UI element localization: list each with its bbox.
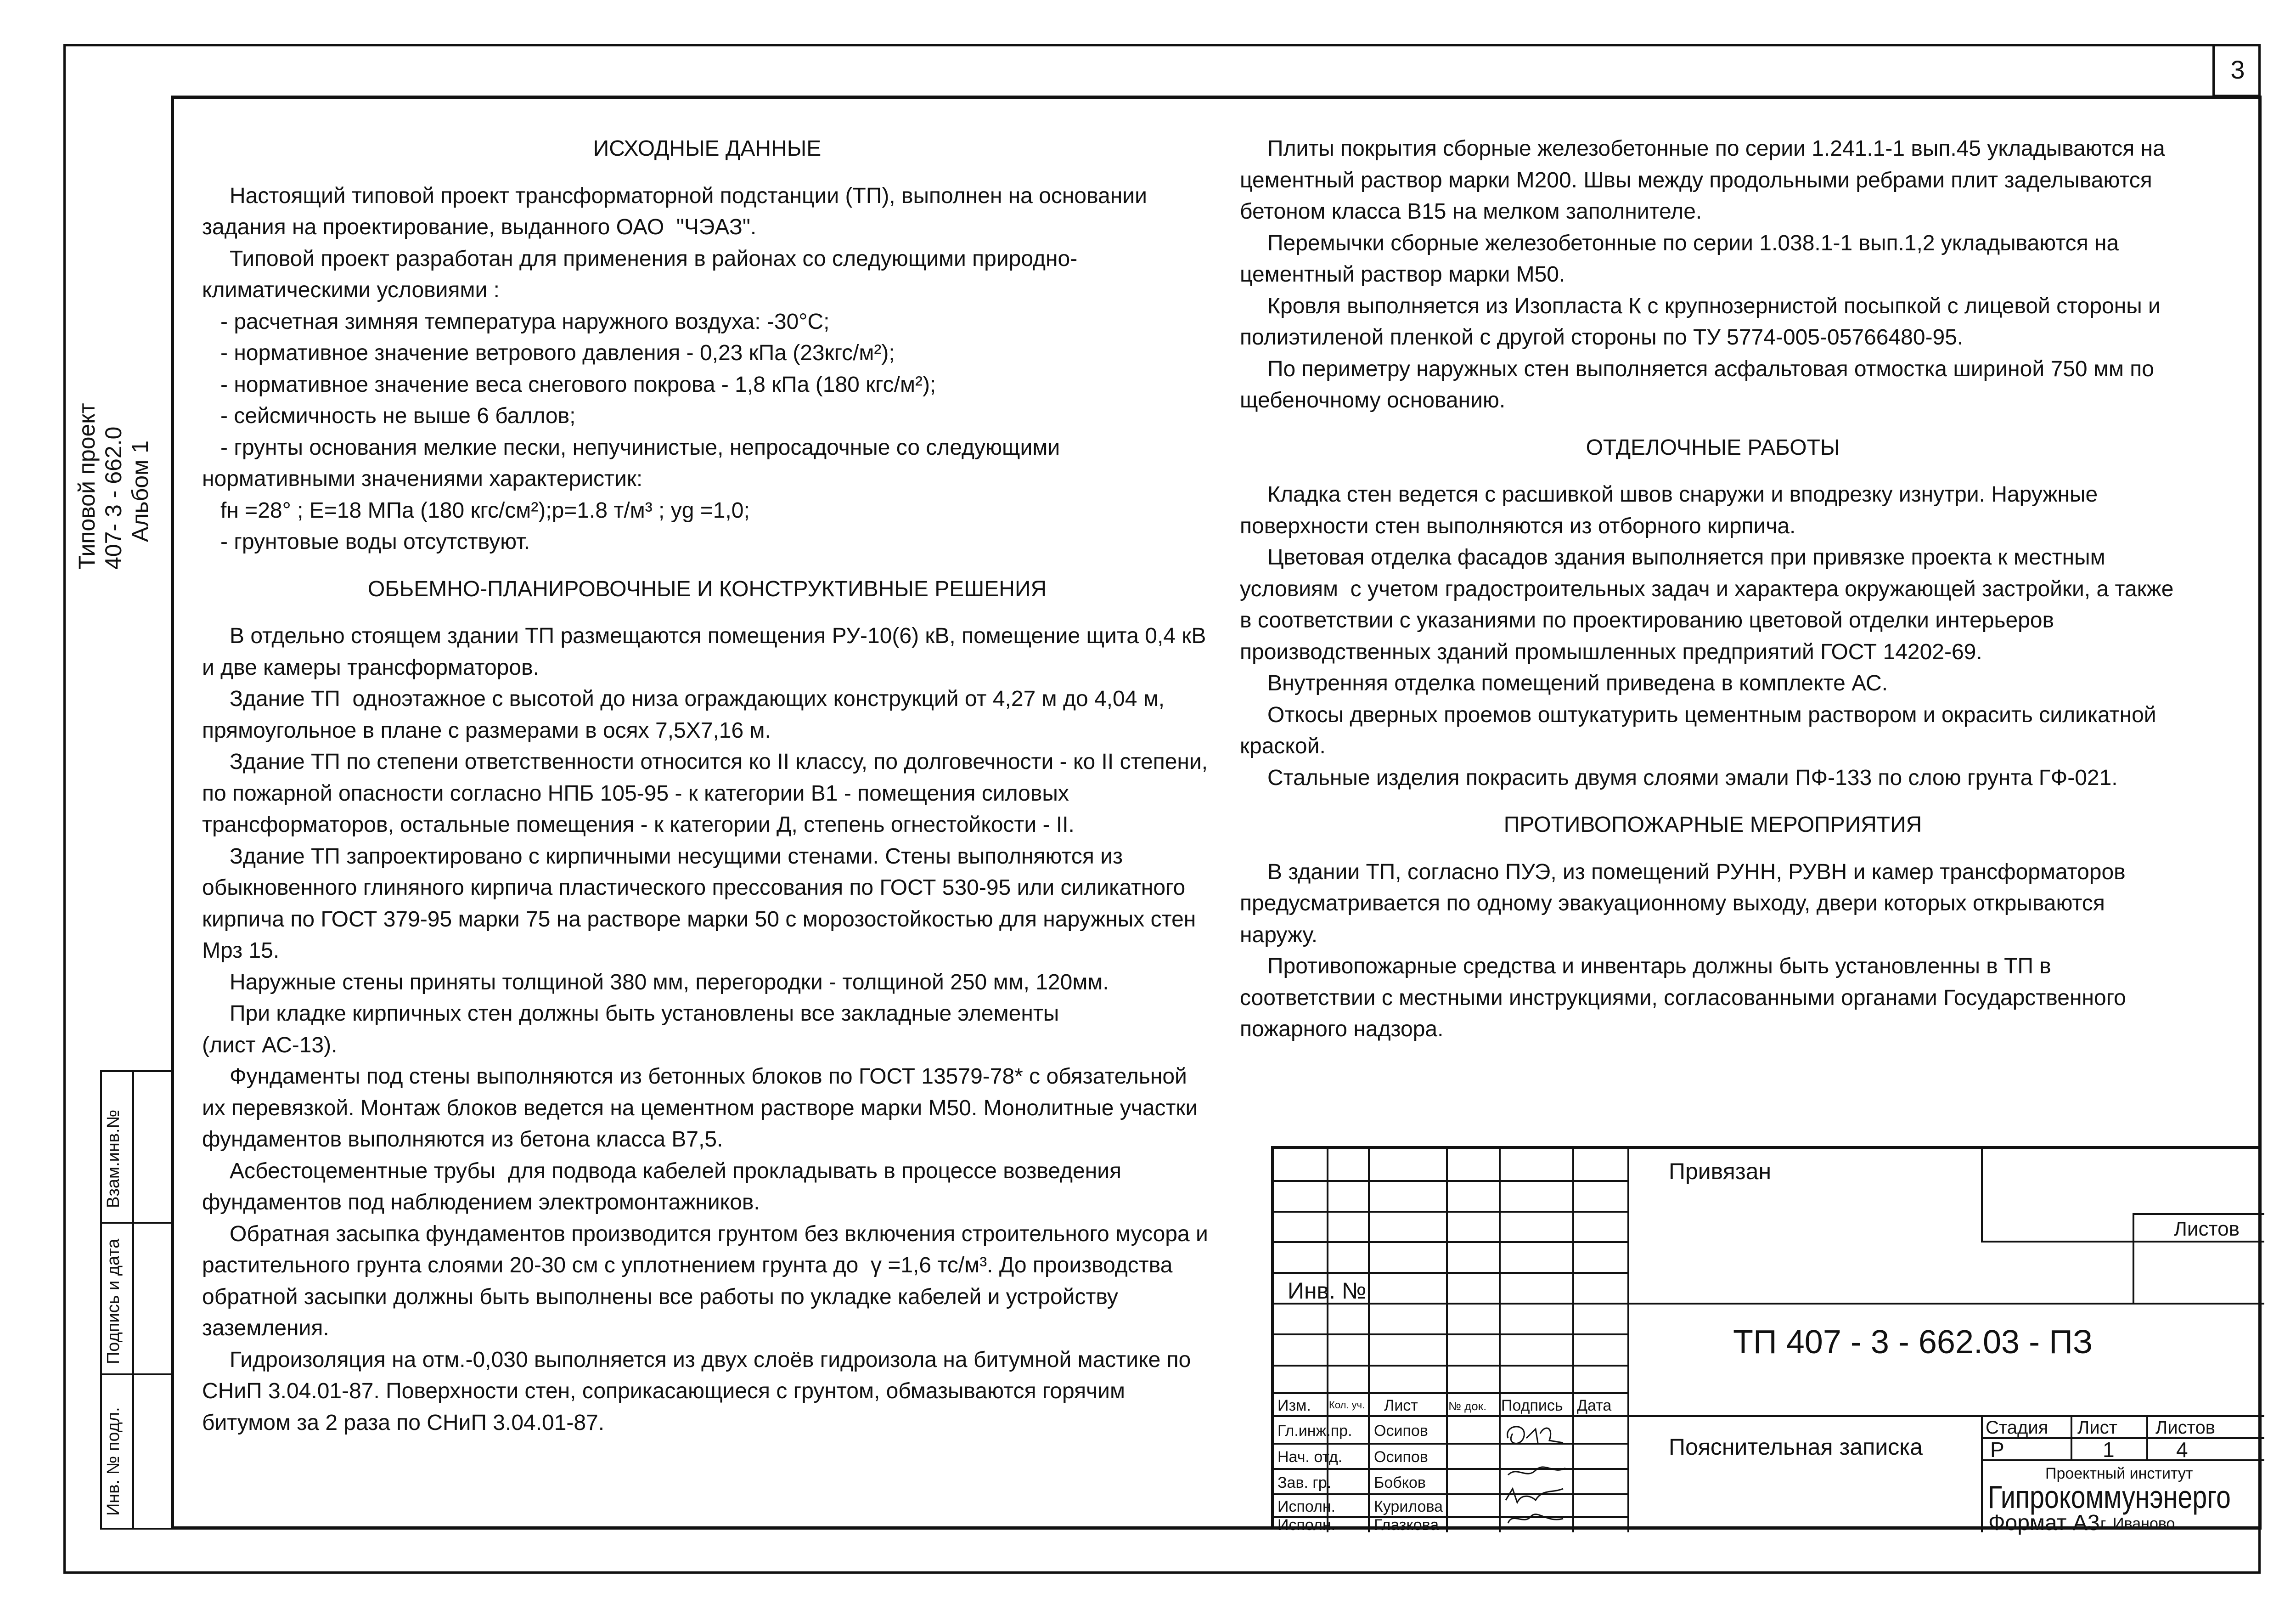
format-label: Формат А3: [1988, 1511, 2100, 1535]
section-heading: ИСХОДНЫЕ ДАННЫЕ: [593, 136, 822, 161]
role-label: Исполн.: [1277, 1516, 1336, 1534]
paragraph: нормативными значениями характеристик:: [202, 467, 643, 491]
role-name: Глазкова: [1374, 1516, 1439, 1534]
list-item: - расчетная зимняя температура наружного воздуха: -30°С;: [220, 309, 830, 334]
stadiya-label: Стадия: [1986, 1418, 2048, 1438]
city: г. Иваново: [2100, 1515, 2175, 1532]
side-stamp-line: Альбом 1: [127, 440, 153, 542]
privyazan-label: Привязан: [1669, 1158, 1772, 1184]
list-label: Лист: [2077, 1418, 2117, 1438]
role-name: Осипов: [1374, 1448, 1428, 1466]
right-text-column: [1240, 133, 2186, 1045]
listov-value: 4: [2176, 1438, 2188, 1462]
inv-no-label: Инв. №: [1288, 1278, 1367, 1304]
institute-label: Проектный институт: [2045, 1465, 2193, 1482]
list-item: fн =28° ; Е=18 МПа (180 кгс/см²);р=1.8 т/м³ ; yg =1,0;: [220, 498, 750, 523]
paragraph: Фундаменты под стены выполняются из бетонных блоков по ГОСТ 13579-78* с обязательной их перевязкой. Монтаж блоков ведется на цементном растворе марки М50. Монолитные участки фундаментов выполняются из бетона класса В7,5.: [202, 1064, 1204, 1152]
listov-label: Листов: [2155, 1418, 2215, 1438]
list-item: - нормативное значение ветрового давления - 0,23 кПа (23кгс/м²);: [220, 341, 895, 365]
paragraph: Плиты покрытия сборные железобетонные по серии 1.241.1-1 вып.45 укладываются на цементный раствор марки М200. Швы между продольными ребрами плит заделываются бетоном класса В15 на мелком заполнителе.: [1240, 136, 2172, 224]
col-header-izm: Изм.: [1277, 1397, 1311, 1414]
document-designation: ТП 407 - 3 - 662.03 - ПЗ: [1733, 1324, 2093, 1361]
paragraph: Внутренняя отделка помещений приведена в комплекте АС.: [1267, 671, 1888, 695]
role-name: Осипов: [1374, 1422, 1428, 1440]
paragraph: Асбестоцементные трубы для подвода кабелей прокладывать в процессе возведения фундаментов под наблюдением электромонтажников.: [202, 1158, 1128, 1214]
listov-top-label: Листов: [2174, 1218, 2240, 1240]
side-stamp: [73, 331, 188, 570]
col-header-data: Дата: [1577, 1397, 1612, 1414]
col-header-list: Лист: [1384, 1397, 1418, 1414]
paragraph: (лист АС-13).: [202, 1033, 338, 1057]
list-value: 1: [2103, 1438, 2115, 1462]
section-heading: ОТДЕЛОЧНЫЕ РАБОТЫ: [1586, 435, 1840, 460]
paragraph: Здание ТП одноэтажное с высотой до низа ограждающих конструкций от 4,27 м до 4,04 м, прямоугольное в плане с размерами в осях 7,5Х7,16 м.: [202, 687, 1171, 743]
paragraph: Здание ТП по степени ответственности относится ко II классу, по долговечности - ко II степени, по пожарной опасности согласно НПБ 105-95 - к категории В1 - помещения силовых трансформаторов, остальные помещения - к категории Д, степень огнестойкости - II.: [202, 750, 1214, 837]
side-stamp-line: 407- 3 - 662.0: [101, 426, 126, 570]
role-name: Бобков: [1374, 1474, 1426, 1491]
margin-label-podpis: Подпись и дата: [104, 1238, 123, 1364]
institute-name: Гипрокоммунэнерго: [1988, 1479, 2231, 1515]
stadiya-value: Р: [1990, 1438, 2004, 1462]
list-item: - нормативное значение веса снегового покрова - 1,8 кПа (180 кгс/м²);: [220, 372, 936, 397]
margin-label-vzam: Взам.инв.№: [104, 1109, 123, 1208]
paragraph: Стальные изделия покрасить двумя слоями эмали ПФ-133 по слою грунта ГФ-021.: [1267, 765, 2118, 790]
list-item: - грунтовые воды отсутствуют.: [220, 530, 530, 554]
role-label: Гл.инж.пр.: [1277, 1422, 1352, 1440]
list-item: - грунты основания мелкие пески, непучинистые, непросадочные со следующими: [220, 435, 1060, 460]
col-header-n-dok: № док.: [1448, 1399, 1487, 1413]
title-block: [1271, 1146, 2262, 1534]
role-name: Курилова: [1374, 1498, 1443, 1515]
paragraph: Кровля выполняется из Изопласта К с крупнозернистой посыпкой с лицевой стороны и полиэтиленой пленкой с другой стороны по ТУ 5774-005-05766480-95.: [1240, 294, 2167, 350]
paragraph: Настоящий типовой проект трансформаторной подстанции (ТП), выполнен на основании задания на проектирование, выданного ОАО "ЧЭАЗ".: [202, 183, 1154, 239]
left-text-column: [202, 133, 1215, 1439]
col-header-kol-uch: Кол. уч.: [1329, 1399, 1365, 1411]
paragraph: Наружные стены приняты толщиной 380 мм, перегородки - толщиной 250 мм, 120мм.: [230, 970, 1109, 994]
side-stamp-line: Типовой проект: [74, 403, 100, 570]
paragraph: Обратная засыпка фундаментов производится грунтом без включения строительного мусора и растительного грунта слоями 20-30 см с уплотнением грунта до γ =1,6 тс/м³. До производства обратной засыпки должны быть выполнены все работы по укладке кабелей и устройству заземления.: [202, 1221, 1215, 1340]
paragraph: Перемычки сборные железобетонные по серии 1.038.1-1 вып.1,2 укладываются на цементный раствор марки М50.: [1240, 231, 2125, 287]
margin-stamp: [100, 1070, 174, 1530]
sheet-number: 3: [2212, 44, 2261, 97]
paragraph: В отдельно стоящем здании ТП размещаются помещения РУ-10(6) кВ, помещение щита 0,4 кВ и две камеры трансформаторов.: [202, 624, 1212, 680]
document-name: Пояснительная записка: [1669, 1434, 1923, 1460]
section-heading: ОБЬЕМНО-ПЛАНИРОВОЧНЫЕ И КОНСТРУКТИВНЫЕ РЕШЕНИЯ: [367, 576, 1047, 601]
paragraph: В здании ТП, согласно ПУЭ, из помещений РУНН, РУВН и камер трансформаторов предусматривается по одному эвакуационному выходу, двери которых открываются наружу.: [1240, 859, 2132, 947]
paragraph: Цветовая отделка фасадов здания выполняется при привязке проекта к местным условиям с учетом градостроительных задач и характера окружающей застройки, а также в соответствии с указаниями по проектированию цветовой отделки интерьеров производственных зданий промышленных предприятий ГОСТ 14202-69.: [1240, 545, 2180, 664]
signatures: [1499, 1420, 1572, 1530]
list-item: - сейсмичность не выше 6 баллов;: [220, 404, 576, 428]
role-label: Нач. отд.: [1277, 1448, 1343, 1466]
section-heading: ПРОТИВОПОЖАРНЫЕ МЕРОПРИЯТИЯ: [1503, 813, 1922, 837]
margin-label-inv-podl: Инв. № подл.: [104, 1407, 123, 1516]
paragraph: Гидроизоляция на отм.-0,030 выполняется из двух слоёв гидроизола на битумной мастике по СНиП 3.04.01-87. Поверхности стен, соприкасающиеся с грунтом, обмазываются горячим битумом за 2 раза по СНиП 3.04.01-87.: [202, 1347, 1197, 1435]
role-label: Зав. гр.: [1277, 1474, 1332, 1491]
paragraph: Кладка стен ведется с расшивкой швов снаружи и вподрезку изнутри. Наружные поверхности стен выполняются из отборного кирпича.: [1240, 482, 2104, 538]
role-label: Исполн.: [1277, 1498, 1336, 1515]
paragraph: Откосы дверных проемов оштукатурить цементным раствором и окрасить силикатной краской.: [1240, 702, 2162, 758]
paragraph: Типовой проект разработан для применения в районах со следующими природно-климатическими условиями :: [202, 246, 1078, 302]
paragraph: При кладке кирпичных стен должны быть установлены все закладные элементы: [230, 1001, 1059, 1026]
paragraph: По периметру наружных стен выполняется асфальтовая отмостка шириной 750 мм по щебеночному основанию.: [1240, 356, 2161, 412]
paragraph: Противопожарные средства и инвентарь должны быть установленны в ТП в соответствии с местными инструкциями, согласованными органами Государственного пожарного надзора.: [1240, 954, 2133, 1041]
col-header-podpis: Подпись: [1501, 1397, 1563, 1414]
paragraph: Здание ТП запроектировано с кирпичными несущими стенами. Стены выполняются из обыкновенного глиняного кирпича пластического прессования по ГОСТ 530-95 или силикатного кирпича по ГОСТ 379-95 марки 75 на растворе марки 50 с морозостойкостью для наружных стен Мрз 15.: [202, 844, 1202, 963]
